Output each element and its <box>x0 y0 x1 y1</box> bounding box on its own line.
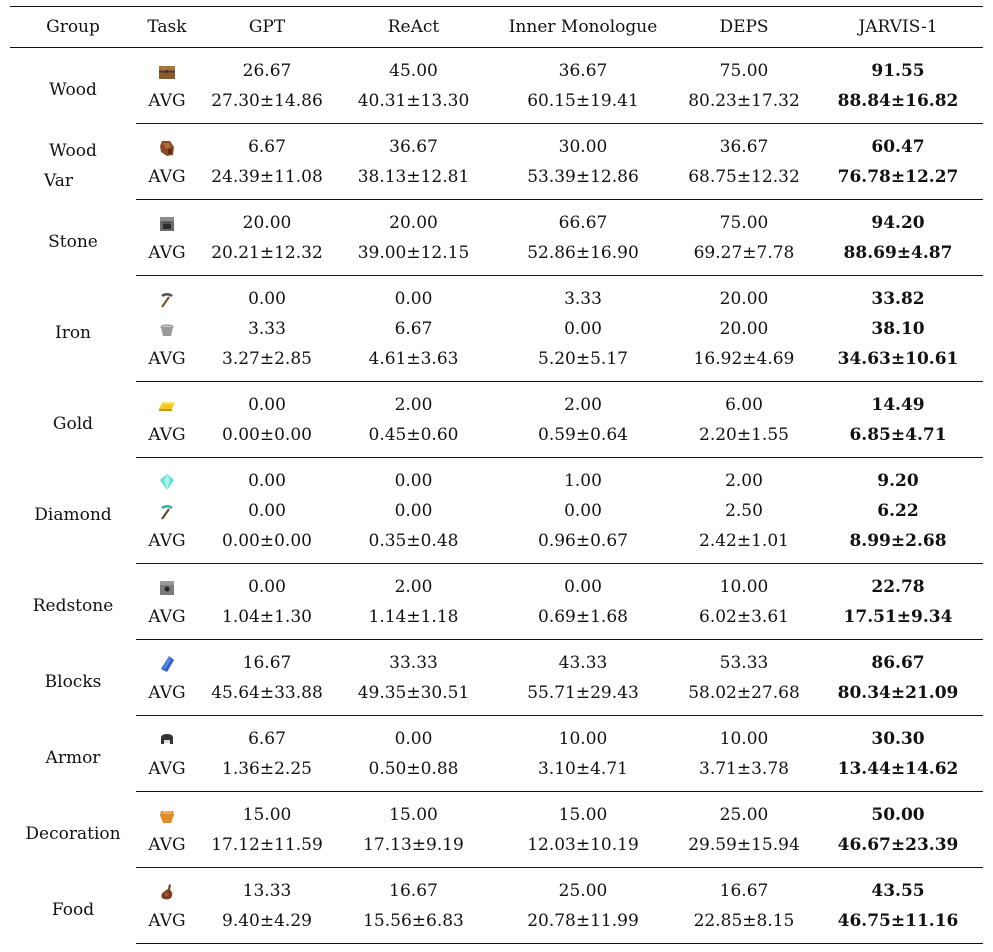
task-cell <box>136 868 198 907</box>
value-cell-deps: 2.42±1.01 <box>675 526 813 564</box>
value-cell-react: 49.35±30.51 <box>336 678 491 716</box>
value-cell-react: 2.00 <box>394 395 433 415</box>
table-row <box>10 868 983 907</box>
value-cell-inner-monologue: 15.00 <box>558 805 608 825</box>
value-cell-inner-monologue: 0.00 <box>564 319 602 339</box>
table-row <box>10 526 983 564</box>
value-cell-jarvis-1: 94.20 <box>871 213 925 233</box>
task-cell <box>136 382 198 421</box>
group-cell-stone: Stone <box>48 231 98 252</box>
value-cell-gpt: 0.00±0.00 <box>198 420 336 458</box>
value-cell-jarvis-1: 76.78±12.27 <box>813 162 983 200</box>
value-cell-deps: 2.50 <box>725 501 763 521</box>
value-cell-deps: 36.67 <box>719 137 769 157</box>
value-cell-react: 39.00±12.15 <box>336 238 491 276</box>
wooden-chest-icon <box>157 62 177 82</box>
value-cell-jarvis-1: 33.82 <box>871 289 925 309</box>
value-cell-inner-monologue: 20.78±11.99 <box>491 906 675 944</box>
header-react: ReAct <box>336 7 491 48</box>
value-cell-jarvis-1: 17.51±9.34 <box>813 602 983 640</box>
task-cell: AVG <box>136 830 198 868</box>
task-cell: AVG <box>136 526 198 564</box>
task-cell: AVG <box>136 906 198 944</box>
value-cell-react: 1.14±1.18 <box>336 602 491 640</box>
table-row <box>10 678 983 716</box>
value-cell-inner-monologue: 60.15±19.41 <box>491 86 675 124</box>
table-row <box>10 830 983 868</box>
table-row <box>10 344 983 382</box>
value-cell-inner-monologue: 1.00 <box>564 471 602 491</box>
value-cell-gpt: 0.00 <box>248 471 286 491</box>
value-cell-deps: 75.00 <box>719 61 769 81</box>
group-label-line: Var <box>44 170 73 191</box>
results-table <box>10 6 983 944</box>
task-cell: AVG <box>136 162 198 200</box>
value-cell-deps: 20.00 <box>719 319 769 339</box>
value-cell-deps: 10.00 <box>719 577 769 597</box>
header-row <box>10 7 983 48</box>
value-cell-gpt: 20.21±12.32 <box>198 238 336 276</box>
table-row <box>10 200 983 239</box>
value-cell-jarvis-1: 91.55 <box>871 61 925 81</box>
group-cell-armor: Armor <box>45 747 101 768</box>
value-cell-deps: 75.00 <box>719 213 769 233</box>
value-cell-inner-monologue: 0.69±1.68 <box>491 602 675 640</box>
value-cell-react: 33.33 <box>389 653 438 673</box>
value-cell-inner-monologue: 0.00 <box>564 577 602 597</box>
value-cell-react: 0.45±0.60 <box>336 420 491 458</box>
value-cell-jarvis-1: 30.30 <box>871 729 925 749</box>
value-cell-react: 4.61±3.63 <box>336 344 491 382</box>
table-row <box>10 754 983 792</box>
task-cell <box>136 496 198 526</box>
value-cell-gpt: 20.00 <box>242 213 292 233</box>
group-cell-iron: Iron <box>54 322 92 343</box>
value-cell-jarvis-1: 88.69±4.87 <box>813 238 983 276</box>
value-cell-react: 0.00 <box>394 471 433 491</box>
table-row <box>10 640 983 679</box>
value-cell-deps: 25.00 <box>719 805 769 825</box>
wooden-item-icon <box>157 138 177 158</box>
table-row <box>10 124 983 163</box>
value-cell-inner-monologue: 5.20±5.17 <box>491 344 675 382</box>
value-cell-gpt: 17.12±11.59 <box>198 830 336 868</box>
value-cell-deps: 20.00 <box>719 289 769 309</box>
value-cell-gpt: 3.27±2.85 <box>198 344 336 382</box>
table-row <box>10 162 983 200</box>
value-cell-gpt: 26.67 <box>242 61 292 81</box>
value-cell-gpt: 6.67 <box>248 729 286 749</box>
header-group: Group <box>10 7 136 48</box>
value-cell-react: 17.13±9.19 <box>336 830 491 868</box>
value-cell-react: 0.00 <box>394 729 433 749</box>
value-cell-deps: 68.75±12.32 <box>675 162 813 200</box>
header-inner-monologue: Inner Monologue <box>491 7 675 48</box>
value-cell-react: 36.67 <box>389 137 438 157</box>
header-gpt: GPT <box>198 7 336 48</box>
value-cell-gpt: 0.00±0.00 <box>198 526 336 564</box>
group-cell-redstone: Redstone <box>32 595 114 616</box>
value-cell-jarvis-1: 46.67±23.39 <box>813 830 983 868</box>
table-row <box>10 906 983 944</box>
value-cell-react: 6.67 <box>394 319 433 339</box>
lapis-icon <box>157 654 177 674</box>
group-cell-decoration: Decoration <box>25 823 121 844</box>
value-cell-react: 15.00 <box>389 805 438 825</box>
value-cell-inner-monologue: 0.96±0.67 <box>491 526 675 564</box>
value-cell-jarvis-1: 8.99±2.68 <box>813 526 983 564</box>
value-cell-react: 0.00 <box>394 501 433 521</box>
table-row <box>10 420 983 458</box>
task-cell <box>136 564 198 603</box>
value-cell-deps: 22.85±8.15 <box>675 906 813 944</box>
value-cell-jarvis-1: 50.00 <box>871 805 925 825</box>
value-cell-deps: 3.71±3.78 <box>675 754 813 792</box>
value-cell-deps: 58.02±27.68 <box>675 678 813 716</box>
table-row <box>10 314 983 344</box>
task-cell: AVG <box>136 238 198 276</box>
value-cell-inner-monologue: 3.10±4.71 <box>491 754 675 792</box>
value-cell-inner-monologue: 36.67 <box>558 61 608 81</box>
value-cell-inner-monologue: 12.03±10.19 <box>491 830 675 868</box>
value-cell-jarvis-1: 6.22 <box>877 501 919 521</box>
value-cell-deps: 29.59±15.94 <box>675 830 813 868</box>
table-row <box>10 86 983 124</box>
value-cell-deps: 80.23±17.32 <box>675 86 813 124</box>
value-cell-inner-monologue: 52.86±16.90 <box>491 238 675 276</box>
value-cell-gpt: 15.00 <box>242 805 292 825</box>
value-cell-react: 0.35±0.48 <box>336 526 491 564</box>
value-cell-gpt: 24.39±11.08 <box>198 162 336 200</box>
task-cell <box>136 124 198 163</box>
task-cell <box>136 458 198 497</box>
value-cell-inner-monologue: 43.33 <box>558 653 608 673</box>
value-cell-react: 15.56±6.83 <box>336 906 491 944</box>
value-cell-deps: 6.02±3.61 <box>675 602 813 640</box>
value-cell-react: 16.67 <box>389 881 438 901</box>
helmet-icon <box>157 730 177 750</box>
cooked-meat-icon <box>157 882 177 902</box>
group-cell-blocks: Blocks <box>44 671 102 692</box>
table-row <box>10 276 983 315</box>
task-cell: AVG <box>136 678 198 716</box>
header-deps: DEPS <box>675 7 813 48</box>
value-cell-jarvis-1: 88.84±16.82 <box>813 86 983 124</box>
task-cell: AVG <box>136 344 198 382</box>
value-cell-inner-monologue: 53.39±12.86 <box>491 162 675 200</box>
value-cell-inner-monologue: 30.00 <box>558 137 608 157</box>
task-cell <box>136 200 198 239</box>
value-cell-deps: 69.27±7.78 <box>675 238 813 276</box>
value-cell-gpt: 0.00 <box>248 395 286 415</box>
value-cell-jarvis-1: 80.34±21.09 <box>813 678 983 716</box>
value-cell-react: 45.00 <box>389 61 438 81</box>
value-cell-gpt: 3.33 <box>248 319 286 339</box>
value-cell-react: 40.31±13.30 <box>336 86 491 124</box>
value-cell-deps: 2.00 <box>725 471 763 491</box>
group-cell-gold: Gold <box>52 413 94 434</box>
value-cell-inner-monologue: 66.67 <box>558 213 608 233</box>
value-cell-react: 0.00 <box>394 289 433 309</box>
header-task: Task <box>136 7 198 48</box>
task-cell <box>136 276 198 315</box>
value-cell-inner-monologue: 10.00 <box>558 729 608 749</box>
task-cell: AVG <box>136 420 198 458</box>
table-row <box>10 792 983 831</box>
group-label-line: Wood <box>49 140 97 161</box>
value-cell-gpt: 45.64±33.88 <box>198 678 336 716</box>
value-cell-inner-monologue: 2.00 <box>564 395 602 415</box>
task-cell <box>136 314 198 344</box>
value-cell-react: 38.13±12.81 <box>336 162 491 200</box>
value-cell-jarvis-1: 34.63±10.61 <box>813 344 983 382</box>
value-cell-inner-monologue: 25.00 <box>558 881 608 901</box>
value-cell-gpt: 0.00 <box>248 501 286 521</box>
value-cell-gpt: 0.00 <box>248 577 286 597</box>
value-cell-react: 0.50±0.88 <box>336 754 491 792</box>
value-cell-jarvis-1: 43.55 <box>871 881 925 901</box>
value-cell-jarvis-1: 6.85±4.71 <box>813 420 983 458</box>
dispenser-icon <box>157 578 177 598</box>
diamond-pickaxe-icon <box>157 502 177 522</box>
value-cell-jarvis-1: 60.47 <box>871 137 925 157</box>
task-cell <box>136 792 198 831</box>
value-cell-jarvis-1: 86.67 <box>871 653 925 673</box>
value-cell-deps: 6.00 <box>725 395 763 415</box>
value-cell-deps: 16.92±4.69 <box>675 344 813 382</box>
value-cell-gpt: 27.30±14.86 <box>198 86 336 124</box>
table-row <box>10 382 983 421</box>
value-cell-jarvis-1: 9.20 <box>877 471 919 491</box>
bucket-icon <box>157 320 177 340</box>
diamond-icon <box>157 472 177 492</box>
value-cell-gpt: 1.04±1.30 <box>198 602 336 640</box>
task-cell <box>136 48 198 87</box>
value-cell-inner-monologue: 55.71±29.43 <box>491 678 675 716</box>
value-cell-gpt: 0.00 <box>248 289 286 309</box>
gold-ingot-icon <box>157 396 177 416</box>
group-cell-wood-var <box>10 124 136 200</box>
value-cell-gpt: 9.40±4.29 <box>198 906 336 944</box>
group-cell-food: Food <box>51 899 95 920</box>
value-cell-gpt: 6.67 <box>248 137 286 157</box>
flower-pot-icon <box>157 806 177 826</box>
value-cell-jarvis-1: 13.44±14.62 <box>813 754 983 792</box>
value-cell-gpt: 16.67 <box>242 653 292 673</box>
furnace-icon <box>157 214 177 234</box>
table-row <box>10 458 983 497</box>
value-cell-deps: 2.20±1.55 <box>675 420 813 458</box>
table-row <box>10 238 983 276</box>
table-row <box>10 496 983 526</box>
table-row <box>10 48 983 87</box>
value-cell-inner-monologue: 0.59±0.64 <box>491 420 675 458</box>
value-cell-jarvis-1: 46.75±11.16 <box>813 906 983 944</box>
task-cell: AVG <box>136 86 198 124</box>
table-row <box>10 602 983 640</box>
table-row <box>10 564 983 603</box>
value-cell-inner-monologue: 0.00 <box>564 501 602 521</box>
task-cell: AVG <box>136 754 198 792</box>
value-cell-react: 2.00 <box>394 577 433 597</box>
value-cell-jarvis-1: 38.10 <box>871 319 925 339</box>
value-cell-deps: 10.00 <box>719 729 769 749</box>
value-cell-react: 20.00 <box>389 213 438 233</box>
value-cell-jarvis-1: 22.78 <box>871 577 925 597</box>
group-cell-diamond: Diamond <box>34 504 112 525</box>
value-cell-deps: 53.33 <box>719 653 769 673</box>
value-cell-inner-monologue: 3.33 <box>564 289 602 309</box>
iron-pickaxe-icon <box>157 290 177 310</box>
value-cell-deps: 16.67 <box>719 881 769 901</box>
task-cell: AVG <box>136 602 198 640</box>
value-cell-gpt: 1.36±2.25 <box>198 754 336 792</box>
header-jarvis-1: JARVIS-1 <box>813 7 983 48</box>
value-cell-gpt: 13.33 <box>242 881 292 901</box>
group-cell-wood: Wood <box>49 79 97 100</box>
task-cell <box>136 640 198 679</box>
task-cell <box>136 716 198 755</box>
table-row <box>10 716 983 755</box>
value-cell-jarvis-1: 14.49 <box>871 395 925 415</box>
